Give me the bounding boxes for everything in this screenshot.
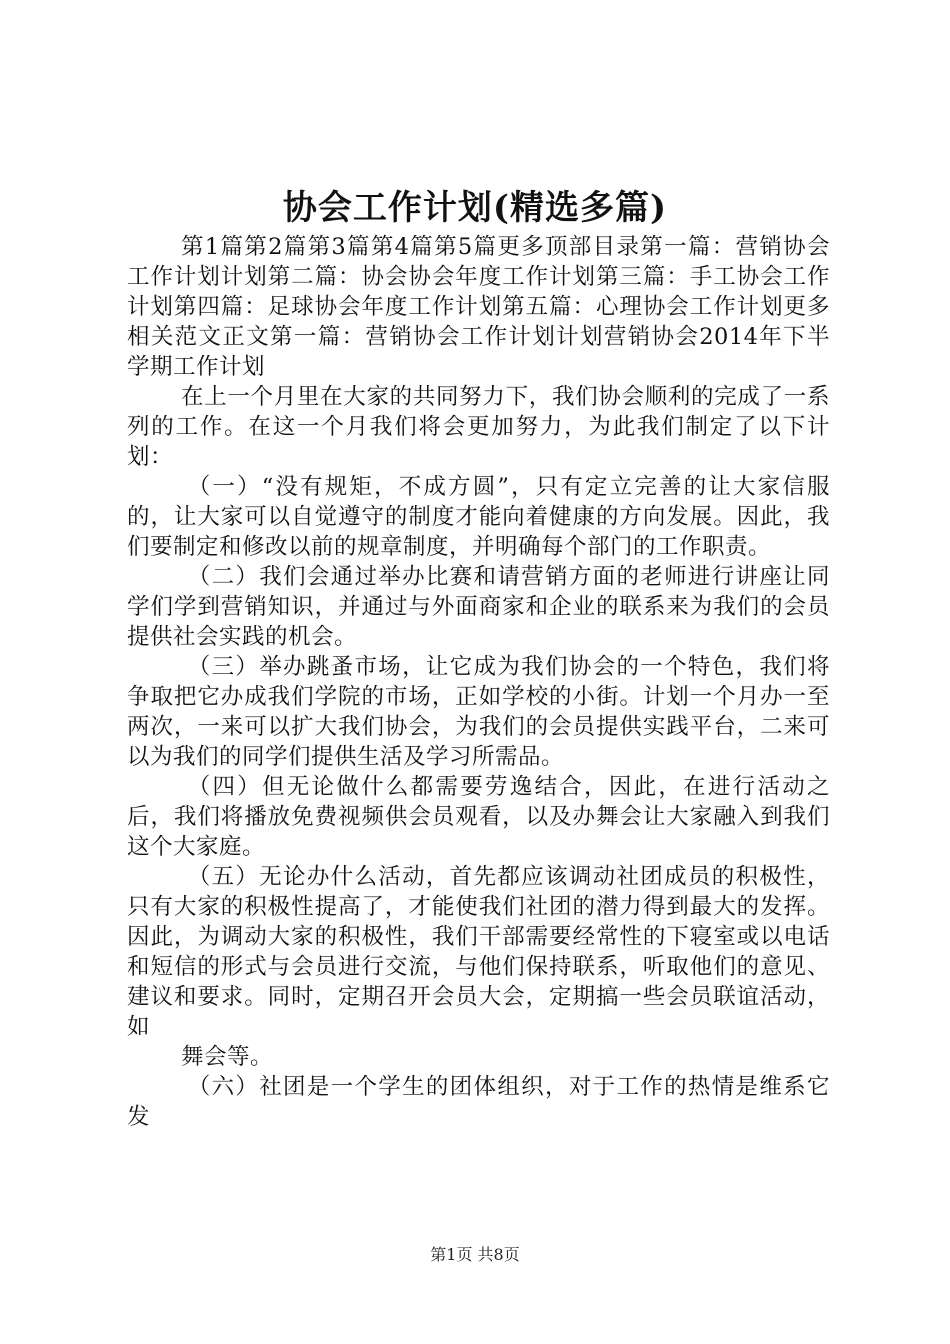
paragraph-item-5: （五）无论办什么活动，首先都应该调动社团成员的积极性，只有大家的积极性提高了，才能使我们社团的潜力得到最大的发挥。因此，为调动大家的积极性，我们干部需要经常性的下寝室或以电话和短信的形式与会员进行交流，与他们保持联系，听取他们的意见、建议和要求。同时，定期召开会员大会，定期搞一些会员联谊活动，如 xyxy=(127,864,830,1040)
paragraph-item-1: （一）“没有规矩，不成方圆”，只有定立完善的让大家信服的，让大家可以自觉遵守的制度才能向着健康的方向发展。因此，我们要制定和修改以前的规章制度，并明确每个部门的工作职责。 xyxy=(127,474,830,560)
paragraph-intro: 在上一个月里在大家的共同努力下，我们协会顺利的完成了一系列的工作。在这一个月我们将会更加努力，为此我们制定了以下计划： xyxy=(127,384,830,470)
document-title: 协会工作计划(精选多篇) xyxy=(282,188,668,228)
paragraph-toc: 第1篇第2篇第3篇第4篇第5篇更多顶部目录第一篇：营销协会工作计划计划第二篇：协会协会年度工作计划第三篇：手工协会工作计划第四篇：足球协会年度工作计划第五篇：心理协会工作计划更多相关范文正文第一篇：营销协会工作计划计划营销协会2014年下半学期工作计划 xyxy=(127,234,830,380)
page-footer: 第1页 共8页 xyxy=(430,1245,520,1264)
paragraph-item-2: （二）我们会通过举办比赛和请营销方面的老师进行讲座让同学们学到营销知识，并通过与外面商家和企业的联系来为我们的会员提供社会实践的机会。 xyxy=(127,564,830,650)
document-body xyxy=(127,232,830,1132)
paragraph-item-4: （四）但无论做什么都需要劳逸结合，因此，在进行活动之后，我们将播放免费视频供会员观看，以及办舞会让大家融入到我们这个大家庭。 xyxy=(127,774,830,860)
paragraph-item-5-continued: 舞会等。 xyxy=(181,1044,274,1070)
paragraph-item-3: （三）举办跳蚤市场，让它成为我们协会的一个特色，我们将争取把它办成我们学院的市场，正如学校的小街。计划一个月办一至两次，一来可以扩大我们协会，为我们的会员提供实践平台，二来可以为我们的同学们提供生活及学习所需品。 xyxy=(127,654,830,770)
paragraph-item-6: （六）社团是一个学生的团体组织，对于工作的热情是维系它发 xyxy=(127,1074,830,1130)
